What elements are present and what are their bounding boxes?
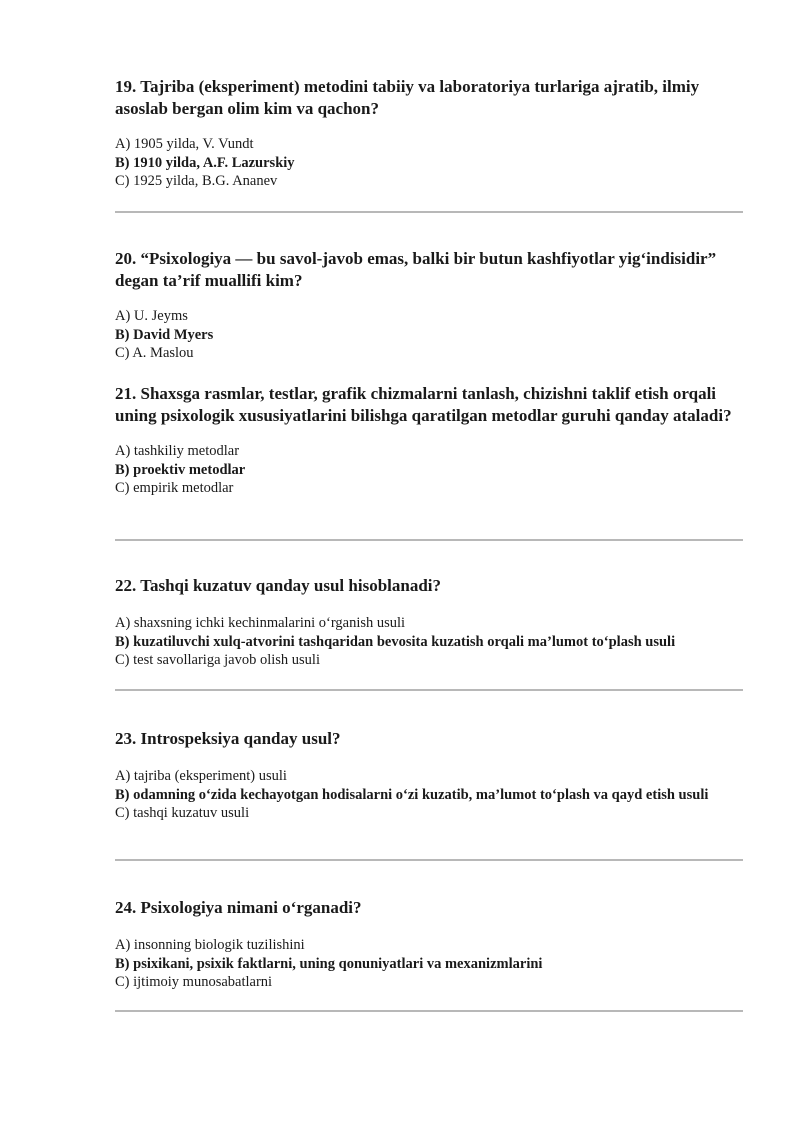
question-title: 21. Shaxsga rasmlar, testlar, grafik chizmalarni tanlash, chizishni taklif etish orqali uning psixologik xususiyatlarini bilishga qaratilgan metodlar guruhi qanday ataladi? [115,384,732,425]
separator-line [115,859,743,861]
question-title: 24. Psixologiya nimani o‘rganadi? [115,898,362,917]
answer-options [115,767,743,823]
option-b-correct: B) 1910 yilda, A.F. Lazurskiy [115,154,295,171]
option-c: C) empirik metodlar [115,480,234,496]
question-19 [115,76,743,191]
question-title: 20. “Psixologiya — bu savol-javob emas, balki bir butun kashfiyotlar yig‘indisidir” degan ta’rif muallifi kim? [115,249,717,290]
question-title: 23. Introspeksiya qanday usul? [115,729,341,748]
separator-line [115,689,743,691]
separator-line [115,1010,743,1012]
option-a: A) tajriba (eksperiment) usuli [115,768,287,784]
answer-options [115,442,743,498]
question-title: 22. Tashqi kuzatuv qanday usul hisoblanadi? [115,576,442,595]
option-c: C) A. Maslou [115,345,194,361]
option-b-correct: B) David Myers [115,326,214,343]
option-b-correct: B) proektiv metodlar [115,461,246,478]
option-c: C) 1925 yilda, B.G. Ananev [115,173,278,189]
option-a: A) insonning biologik tuzilishini [115,937,305,953]
question-24 [115,897,743,992]
question-title: 19. Tajriba (eksperiment) metodini tabiiy va laboratoriya turlariga ajratib, ilmiy asoslab bergan olim kim va qachon? [115,77,700,118]
answer-options [115,307,743,363]
option-b-correct: B) psixikani, psixik faktlarni, uning qonuniyatlari va mexanizmlarini [115,955,543,972]
answer-options [115,135,743,191]
question-22 [115,575,743,670]
option-b-correct: B) kuzatiluvchi xulq-atvorini tashqaridan bevosita kuzatish orqali ma’lumot to‘plash usuli [115,633,676,650]
option-a: A) 1905 yilda, V. Vundt [115,136,254,152]
question-20 [115,248,743,363]
option-a: A) shaxsning ichki kechinmalarini o‘rganish usuli [115,615,406,631]
option-b-correct: B) odamning o‘zida kechayotgan hodisalarni o‘zi kuzatib, ma’lumot to‘plash va qayd etish usuli [115,786,709,803]
separator-line [115,211,743,213]
option-a: A) tashkiliy metodlar [115,443,240,459]
question-23 [115,728,743,823]
option-a: A) U. Jeyms [115,308,188,324]
question-21 [115,383,743,498]
option-c: C) tashqi kuzatuv usuli [115,805,250,821]
separator-line [115,539,743,541]
answer-options [115,614,743,670]
option-c: C) ijtimoiy munosabatlarni [115,974,273,990]
answer-options [115,936,743,992]
option-c: C) test savollariga javob olish usuli [115,652,320,668]
